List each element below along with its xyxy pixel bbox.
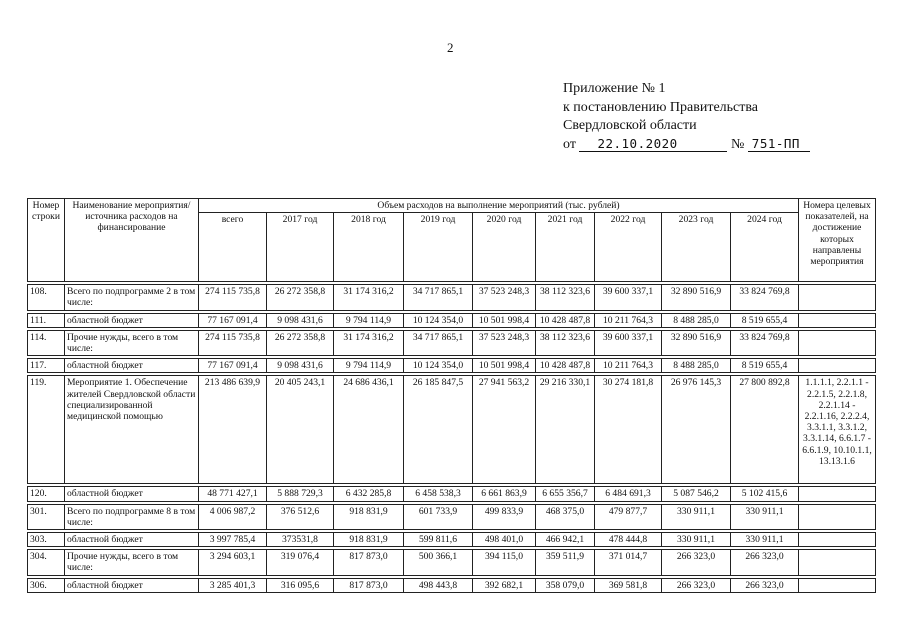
- header-year-8: 2024 год: [731, 213, 799, 282]
- value-cell: 918 831,9: [334, 504, 404, 529]
- resolution-date: 22.10.2020: [579, 137, 727, 152]
- row-name-cell: областной бюджет: [65, 487, 199, 501]
- appendix-resolution-line: к постановлению Правительства: [563, 99, 759, 115]
- appendix-title: Приложение № 1: [563, 81, 666, 96]
- value-cell: 6 655 356,7: [536, 487, 595, 501]
- value-cell: 27 800 892,8: [731, 376, 799, 484]
- appendix-region-line: Свердловской области: [563, 118, 697, 133]
- value-cell: 10 124 354,0: [404, 313, 473, 327]
- value-cell: 330 911,1: [662, 533, 731, 547]
- row-name-cell: областной бюджет: [65, 533, 199, 547]
- value-cell: 3 997 785,4: [199, 533, 267, 547]
- value-cell: 376 512,6: [267, 504, 334, 529]
- header-year-6: 2022 год: [595, 213, 662, 282]
- value-cell: 599 811,6: [404, 533, 473, 547]
- value-cell: 33 824 769,8: [731, 330, 799, 355]
- row-name-cell: областной бюджет: [65, 359, 199, 373]
- goals-cell: [799, 550, 876, 575]
- value-cell: 6 432 285,8: [334, 487, 404, 501]
- value-cell: 274 115 735,8: [199, 330, 267, 355]
- value-cell: 10 211 764,3: [595, 313, 662, 327]
- header-year-3: 2019 год: [404, 213, 473, 282]
- value-cell: 8 488 285,0: [662, 359, 731, 373]
- value-cell: 394 115,0: [473, 550, 536, 575]
- value-cell: 8 519 655,4: [731, 359, 799, 373]
- row-number-cell: 108.: [28, 285, 65, 310]
- value-cell: 601 733,9: [404, 504, 473, 529]
- row-number-cell: 301.: [28, 504, 65, 529]
- value-cell: 3 285 401,3: [199, 578, 267, 592]
- row-name-cell: Прочие нужды, всего в том числе:: [65, 550, 199, 575]
- resolution-number: 751-ПП: [748, 137, 810, 152]
- table-row: [28, 359, 876, 373]
- value-cell: 48 771 427,1: [199, 487, 267, 501]
- value-cell: 373531,8: [267, 533, 334, 547]
- value-cell: 817 873,0: [334, 550, 404, 575]
- header-year-4: 2020 год: [473, 213, 536, 282]
- value-cell: 274 115 735,8: [199, 285, 267, 310]
- value-cell: 5 888 729,3: [267, 487, 334, 501]
- goals-cell: [799, 487, 876, 501]
- table-row: [28, 313, 876, 327]
- value-cell: 10 124 354,0: [404, 359, 473, 373]
- value-cell: 31 174 316,2: [334, 330, 404, 355]
- row-name-cell: областной бюджет: [65, 578, 199, 592]
- header-goals: Номера целевых показателей, на достижение которых направлены мероприятия: [799, 199, 876, 282]
- value-cell: 9 098 431,6: [267, 313, 334, 327]
- value-cell: 20 405 243,1: [267, 376, 334, 484]
- row-name-cell: областной бюджет: [65, 313, 199, 327]
- value-cell: 33 824 769,8: [731, 285, 799, 310]
- value-cell: 330 911,1: [662, 504, 731, 529]
- value-cell: 918 831,9: [334, 533, 404, 547]
- value-cell: 10 501 998,4: [473, 313, 536, 327]
- value-cell: 31 174 316,2: [334, 285, 404, 310]
- value-cell: 26 976 145,3: [662, 376, 731, 484]
- value-cell: 10 501 998,4: [473, 359, 536, 373]
- value-cell: 266 323,0: [662, 578, 731, 592]
- value-cell: 499 833,9: [473, 504, 536, 529]
- header-year-2: 2018 год: [334, 213, 404, 282]
- table-row: [28, 578, 876, 592]
- table-row: [28, 487, 876, 501]
- value-cell: 77 167 091,4: [199, 313, 267, 327]
- value-cell: 478 444,8: [595, 533, 662, 547]
- value-cell: 468 375,0: [536, 504, 595, 529]
- row-number-cell: 304.: [28, 550, 65, 575]
- value-cell: 316 095,6: [267, 578, 334, 592]
- goals-cell: [799, 313, 876, 327]
- table-row: [28, 550, 876, 575]
- value-cell: 330 911,1: [731, 504, 799, 529]
- header-name: Наименование мероприятия/ источника расходов на финансирование: [65, 199, 199, 282]
- value-cell: 5 087 546,2: [662, 487, 731, 501]
- goals-cell: [799, 533, 876, 547]
- value-cell: 359 511,9: [536, 550, 595, 575]
- value-cell: 498 401,0: [473, 533, 536, 547]
- row-number-cell: 119.: [28, 376, 65, 484]
- value-cell: 213 486 639,9: [199, 376, 267, 484]
- number-prefix: №: [730, 136, 745, 152]
- value-cell: 77 167 091,4: [199, 359, 267, 373]
- table-row: [28, 504, 876, 529]
- value-cell: 26 272 358,8: [267, 330, 334, 355]
- page-number: 2: [447, 40, 454, 55]
- value-cell: 266 323,0: [731, 550, 799, 575]
- header-year-0: всего: [199, 213, 267, 282]
- value-cell: 500 366,1: [404, 550, 473, 575]
- value-cell: 466 942,1: [536, 533, 595, 547]
- value-cell: 10 428 487,8: [536, 359, 595, 373]
- row-name-cell: Прочие нужды, всего в том числе:: [65, 330, 199, 355]
- value-cell: 24 686 436,1: [334, 376, 404, 484]
- value-cell: 358 079,0: [536, 578, 595, 592]
- value-cell: 10 428 487,8: [536, 313, 595, 327]
- row-number-cell: 303.: [28, 533, 65, 547]
- row-number-cell: 306.: [28, 578, 65, 592]
- date-prefix: от: [563, 136, 576, 152]
- table-row: [28, 285, 876, 310]
- value-cell: 26 185 847,5: [404, 376, 473, 484]
- value-cell: 9 098 431,6: [267, 359, 334, 373]
- row-number-cell: 111.: [28, 313, 65, 327]
- goals-cell: [799, 285, 876, 310]
- header-volume: Объем расходов на выполнение мероприятий (тыс. рублей): [199, 199, 799, 213]
- value-cell: 26 272 358,8: [267, 285, 334, 310]
- table-body: [28, 282, 876, 593]
- value-cell: 6 484 691,3: [595, 487, 662, 501]
- goals-cell: [799, 330, 876, 355]
- value-cell: 3 294 603,1: [199, 550, 267, 575]
- header-year-5: 2021 год: [536, 213, 595, 282]
- value-cell: 30 274 181,8: [595, 376, 662, 484]
- table-row: [28, 330, 876, 355]
- row-name-cell: Всего по подпрограмме 8 в том числе:: [65, 504, 199, 529]
- value-cell: 29 216 330,1: [536, 376, 595, 484]
- header-year-1: 2017 год: [267, 213, 334, 282]
- value-cell: 330 911,1: [731, 533, 799, 547]
- table-row: [28, 533, 876, 547]
- value-cell: 392 682,1: [473, 578, 536, 592]
- value-cell: 8 488 285,0: [662, 313, 731, 327]
- value-cell: 8 519 655,4: [731, 313, 799, 327]
- row-number-cell: 117.: [28, 359, 65, 373]
- value-cell: 817 873,0: [334, 578, 404, 592]
- row-name-cell: Мероприятие 1. Обеспечение жителей Свердловской области специализированной медицинской помощью: [65, 376, 199, 484]
- value-cell: 34 717 865,1: [404, 285, 473, 310]
- goals-cell: [799, 578, 876, 592]
- value-cell: 266 323,0: [731, 578, 799, 592]
- value-cell: 38 112 323,6: [536, 330, 595, 355]
- budget-table: [27, 198, 876, 593]
- value-cell: 32 890 516,9: [662, 285, 731, 310]
- value-cell: 37 523 248,3: [473, 330, 536, 355]
- value-cell: 9 794 114,9: [334, 313, 404, 327]
- goals-cell: 1.1.1.1, 2.2.1.1 - 2.2.1.5, 2.2.1.8, 2.2.1.14 - 2.2.1.16, 2.2.2.4, 3.3.1.1, 3.3.1.2, 3.3.1.14, 6.6.1.7 - 6.6.1.9, 10.10.1.1, 13.13.1.6: [799, 376, 876, 484]
- value-cell: 10 211 764,3: [595, 359, 662, 373]
- value-cell: 6 458 538,3: [404, 487, 473, 501]
- value-cell: 39 600 337,1: [595, 330, 662, 355]
- value-cell: 319 076,4: [267, 550, 334, 575]
- row-number-cell: 114.: [28, 330, 65, 355]
- value-cell: 39 600 337,1: [595, 285, 662, 310]
- goals-cell: [799, 504, 876, 529]
- table-row: [28, 376, 876, 484]
- value-cell: 27 941 563,2: [473, 376, 536, 484]
- value-cell: 34 717 865,1: [404, 330, 473, 355]
- appendix-header: [563, 80, 810, 154]
- header-year-7: 2023 год: [662, 213, 731, 282]
- value-cell: 5 102 415,6: [731, 487, 799, 501]
- row-number-cell: 120.: [28, 487, 65, 501]
- appendix-date-line: [563, 136, 810, 155]
- value-cell: 38 112 323,6: [536, 285, 595, 310]
- value-cell: 37 523 248,3: [473, 285, 536, 310]
- value-cell: 6 661 863,9: [473, 487, 536, 501]
- value-cell: 32 890 516,9: [662, 330, 731, 355]
- goals-cell: [799, 359, 876, 373]
- value-cell: 4 006 987,2: [199, 504, 267, 529]
- value-cell: 371 014,7: [595, 550, 662, 575]
- value-cell: 9 794 114,9: [334, 359, 404, 373]
- value-cell: 266 323,0: [662, 550, 731, 575]
- value-cell: 498 443,8: [404, 578, 473, 592]
- value-cell: 369 581,8: [595, 578, 662, 592]
- row-name-cell: Всего по подпрограмме 2 в том числе:: [65, 285, 199, 310]
- header-row-number: Номер строки: [28, 199, 65, 282]
- value-cell: 479 877,7: [595, 504, 662, 529]
